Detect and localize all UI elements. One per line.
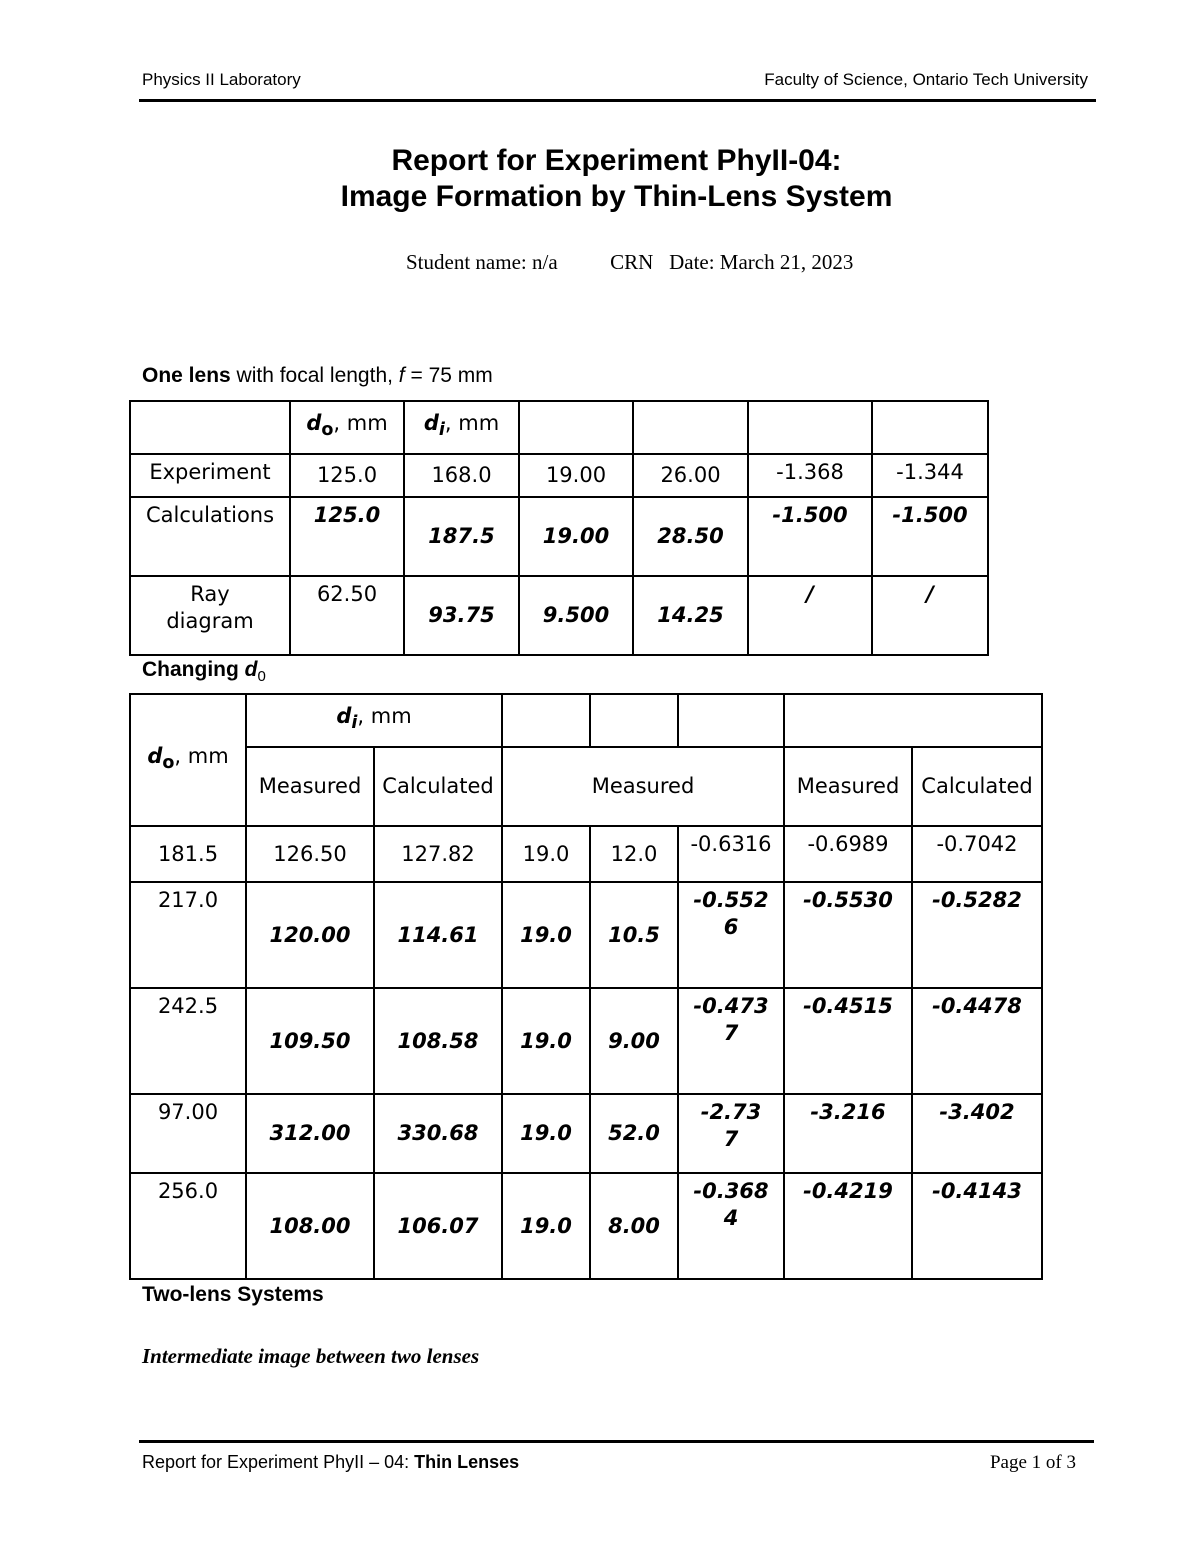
- footer-divider: [139, 1440, 1094, 1443]
- cell: -0.4737: [678, 988, 784, 1094]
- cell: -1.500: [872, 497, 988, 576]
- cell: -0.6989: [784, 826, 912, 882]
- cell: -0.4515: [784, 988, 912, 1094]
- section-changing-label: Changing: [142, 658, 245, 681]
- header-empty: [678, 694, 784, 747]
- cell: -0.5530: [784, 882, 912, 988]
- table-row: [130, 882, 1042, 988]
- report-date: Date: March 21, 2023: [669, 250, 854, 274]
- cell: 19.0: [502, 882, 590, 988]
- table-row: [130, 1094, 1042, 1173]
- cell: 93.75: [404, 576, 519, 655]
- cell: 126.50: [246, 826, 374, 882]
- cell: -3.216: [784, 1094, 912, 1173]
- header-empty: [519, 401, 633, 454]
- table-row: [130, 988, 1042, 1094]
- cell: 12.0: [590, 826, 678, 882]
- header-right: Faculty of Science, Ontario Tech University: [764, 70, 1088, 89]
- cell: 109.50: [246, 988, 374, 1094]
- cell: -0.6316: [678, 826, 784, 882]
- cell: 125.0: [290, 497, 404, 576]
- table-header-row: [130, 401, 988, 454]
- cell: 19.0: [502, 988, 590, 1094]
- one-lens-table: [129, 400, 989, 656]
- cell: -3.402: [912, 1094, 1042, 1173]
- focal-length-value: = 75 mm: [404, 364, 493, 387]
- table-row: [130, 1173, 1042, 1279]
- cell: 217.0: [130, 882, 246, 988]
- student-name: Student name: n/a: [406, 250, 558, 274]
- header-empty: [748, 401, 872, 454]
- cell: 52.0: [590, 1094, 678, 1173]
- cell: 9.00: [590, 988, 678, 1094]
- table-row: [130, 497, 988, 576]
- cell: -0.5526: [678, 882, 784, 988]
- cell: -0.4478: [912, 988, 1042, 1094]
- header-measured: Measured: [784, 747, 912, 826]
- row-label: Calculations: [130, 497, 290, 576]
- cell: /: [748, 576, 872, 655]
- cell: 14.25: [633, 576, 748, 655]
- row-label: Experiment: [130, 454, 290, 497]
- header-divider: [139, 99, 1096, 102]
- header-calculated: Calculated: [912, 747, 1042, 826]
- cell: 19.0: [502, 1173, 590, 1279]
- d-symbol: d: [244, 658, 258, 681]
- cell: 242.5: [130, 988, 246, 1094]
- changing-do-table: [129, 693, 1043, 1280]
- crn-label: CRN: [610, 250, 654, 274]
- section-two-lens-heading: Two-lens Systems: [142, 1283, 324, 1306]
- header-empty: [130, 401, 290, 454]
- cell: 187.5: [404, 497, 519, 576]
- cell: 97.00: [130, 1094, 246, 1173]
- footer-report-label: Report for Experiment PhyII – 04:: [142, 1452, 415, 1472]
- cell: 125.0: [290, 454, 404, 497]
- cell: 26.00: [633, 454, 748, 497]
- cell: 28.50: [633, 497, 748, 576]
- header-empty: [784, 694, 1042, 747]
- footer-left: [142, 1452, 519, 1473]
- cell: -0.7042: [912, 826, 1042, 882]
- title-line-2: Image Formation by Thin-Lens System: [340, 180, 893, 213]
- d-subscript: 0: [257, 668, 266, 686]
- cell: -1.368: [748, 454, 872, 497]
- focal-length-symbol: f: [398, 364, 405, 387]
- cell: 120.00: [246, 882, 374, 988]
- cell: -0.4143: [912, 1173, 1042, 1279]
- table-header-row: [130, 694, 1042, 747]
- table-subheader-row: [130, 747, 1042, 826]
- cell: 106.07: [374, 1173, 502, 1279]
- cell: 108.58: [374, 988, 502, 1094]
- cell: -2.737: [678, 1094, 784, 1173]
- header-measured: Measured: [246, 747, 374, 826]
- cell: 181.5: [130, 826, 246, 882]
- cell: 19.0: [502, 826, 590, 882]
- cell: 9.500: [519, 576, 633, 655]
- cell: /: [872, 576, 988, 655]
- table-row: [130, 576, 988, 655]
- cell: 256.0: [130, 1173, 246, 1279]
- cell: -0.4219: [784, 1173, 912, 1279]
- header-empty: [502, 694, 590, 747]
- header-do: $d_o$, mm: [290, 401, 404, 454]
- cell: 8.00: [590, 1173, 678, 1279]
- cell: 168.0: [404, 454, 519, 497]
- report-title: [0, 143, 1200, 215]
- header-di: $d_i$, mm: [246, 694, 502, 747]
- section-one-lens-text: with focal length,: [230, 364, 399, 387]
- header-measured-group: Measured: [502, 747, 784, 826]
- cell: -1.500: [748, 497, 872, 576]
- header-empty: [590, 694, 678, 747]
- section-one-lens-heading: [142, 364, 493, 388]
- header-di: $d_i$, mm: [404, 401, 519, 454]
- student-meta: [406, 250, 853, 275]
- cell: 108.00: [246, 1173, 374, 1279]
- cell: 19.00: [519, 454, 633, 497]
- cell: 127.82: [374, 826, 502, 882]
- page-number: Page 1 of 3: [989, 1452, 1076, 1473]
- cell: 62.50: [290, 576, 404, 655]
- cell: -0.3684: [678, 1173, 784, 1279]
- row-label: Ray diagram: [130, 576, 290, 655]
- header-empty: [633, 401, 748, 454]
- header-calculated: Calculated: [374, 747, 502, 826]
- cell: -0.5282: [912, 882, 1042, 988]
- header-do: $d_o$, mm: [130, 694, 246, 826]
- table-row: [130, 826, 1042, 882]
- header-empty: [872, 401, 988, 454]
- table-row: [130, 454, 988, 497]
- section-changing-do-heading: [142, 658, 266, 685]
- cell: 312.00: [246, 1094, 374, 1173]
- cell: 19.0: [502, 1094, 590, 1173]
- title-line-1: Report for Experiment PhyII-04:: [391, 144, 842, 177]
- cell: 330.68: [374, 1094, 502, 1173]
- cell: 114.61: [374, 882, 502, 988]
- header-left: Physics II Laboratory: [142, 70, 301, 89]
- section-one-lens-bold: One lens: [142, 364, 231, 387]
- footer-topic: Thin Lenses: [414, 1452, 520, 1472]
- cell: 19.00: [519, 497, 633, 576]
- cell: 10.5: [590, 882, 678, 988]
- cell: -1.344: [872, 454, 988, 497]
- section-intermediate-image-heading: Intermediate image between two lenses: [142, 1344, 480, 1368]
